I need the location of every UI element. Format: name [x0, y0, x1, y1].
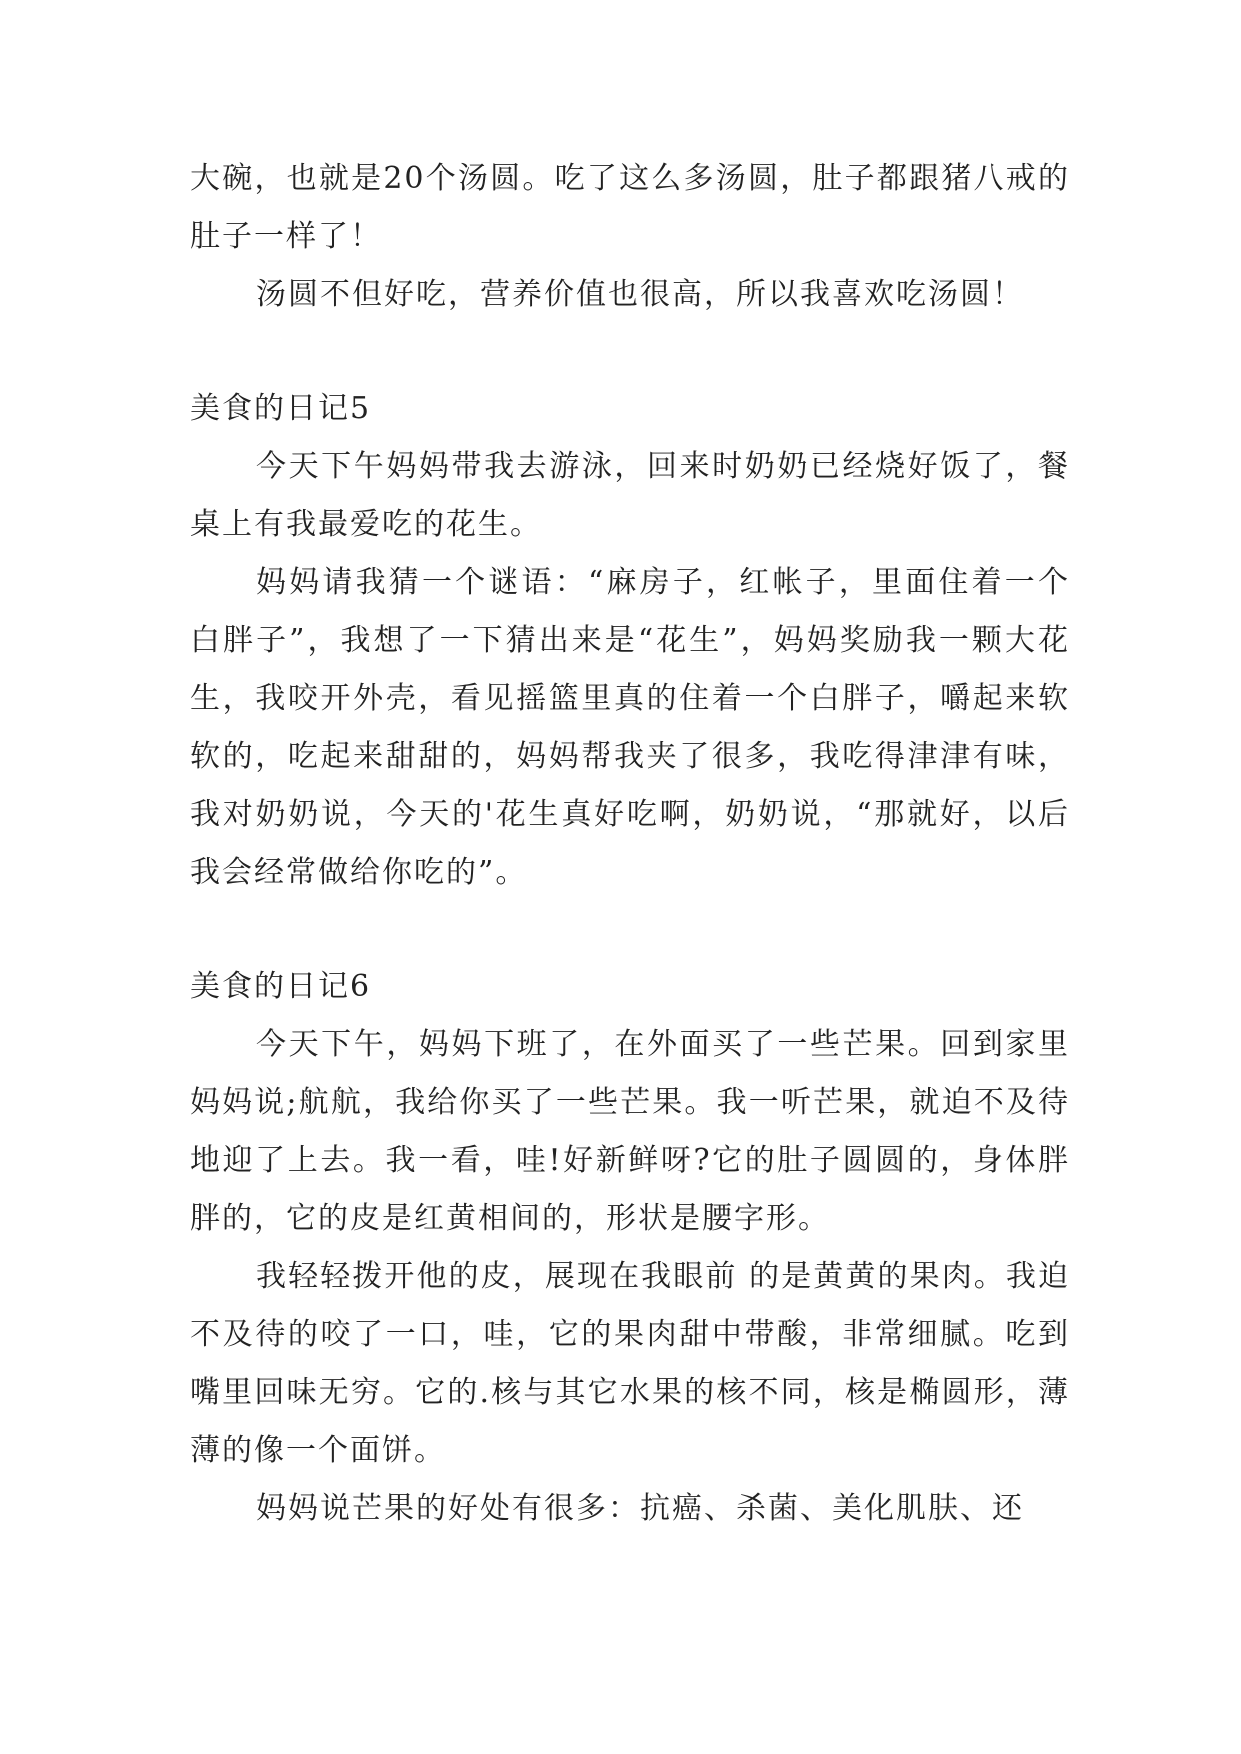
section-gap [190, 324, 1070, 380]
section-diary-5 [190, 380, 1070, 902]
section-heading: 美食的日记5 [190, 391, 372, 426]
paragraph: 我轻轻拨开他的皮，展现在我眼前 的是黄黄的果肉。我迫不及待的咬了一口，哇，它的果肉甜中带酸，非常细腻。吃到嘴里回味无穷。它的.核与其它水果的核不同，核是椭圆形，薄薄的像一个面饼。 [190, 1259, 1070, 1468]
section-continuation [190, 150, 1070, 324]
paragraph: 汤圆不但好吃，营养价值也很高，所以我喜欢吃汤圆！ [256, 277, 1024, 312]
section-gap [190, 902, 1070, 958]
document-body [190, 150, 1070, 1538]
section-heading: 美食的日记6 [190, 969, 372, 1004]
paragraph: 今天下午妈妈带我去游泳，回来时奶奶已经烧好饭了，餐桌上有我最爱吃的花生。 [190, 449, 1070, 542]
paragraph: 大碗，也就是20个汤圆。吃了这么多汤圆，肚子都跟猪八戒的肚子一样了！ [190, 161, 1070, 254]
paragraph: 妈妈请我猜一个谜语：“麻房子，红帐子，里面住着一个白胖子”，我想了一下猜出来是“花生”，妈妈奖励我一颗大花生，我咬开外壳，看见摇篮里真的住着一个白胖子，嚼起来软软的，吃起来甜甜的，妈妈帮我夹了很多，我吃得津津有味，我对奶奶说，今天的'花生真好吃啊，奶奶说，“那就好，以后我会经常做给你吃的”。 [190, 565, 1070, 890]
section-diary-6 [190, 958, 1070, 1538]
paragraph: 妈妈说芒果的好处有很多：抗癌、杀菌、美化肌肤、还 [256, 1491, 1024, 1526]
paragraph: 今天下午，妈妈下班了，在外面买了一些芒果。回到家里妈妈说;航航，我给你买了一些芒果。我一听芒果，就迫不及待地迎了上去。我一看，哇!好新鲜呀?它的肚子圆圆的，身体胖胖的，它的皮是红黄相间的，形状是腰字形。 [190, 1027, 1070, 1236]
